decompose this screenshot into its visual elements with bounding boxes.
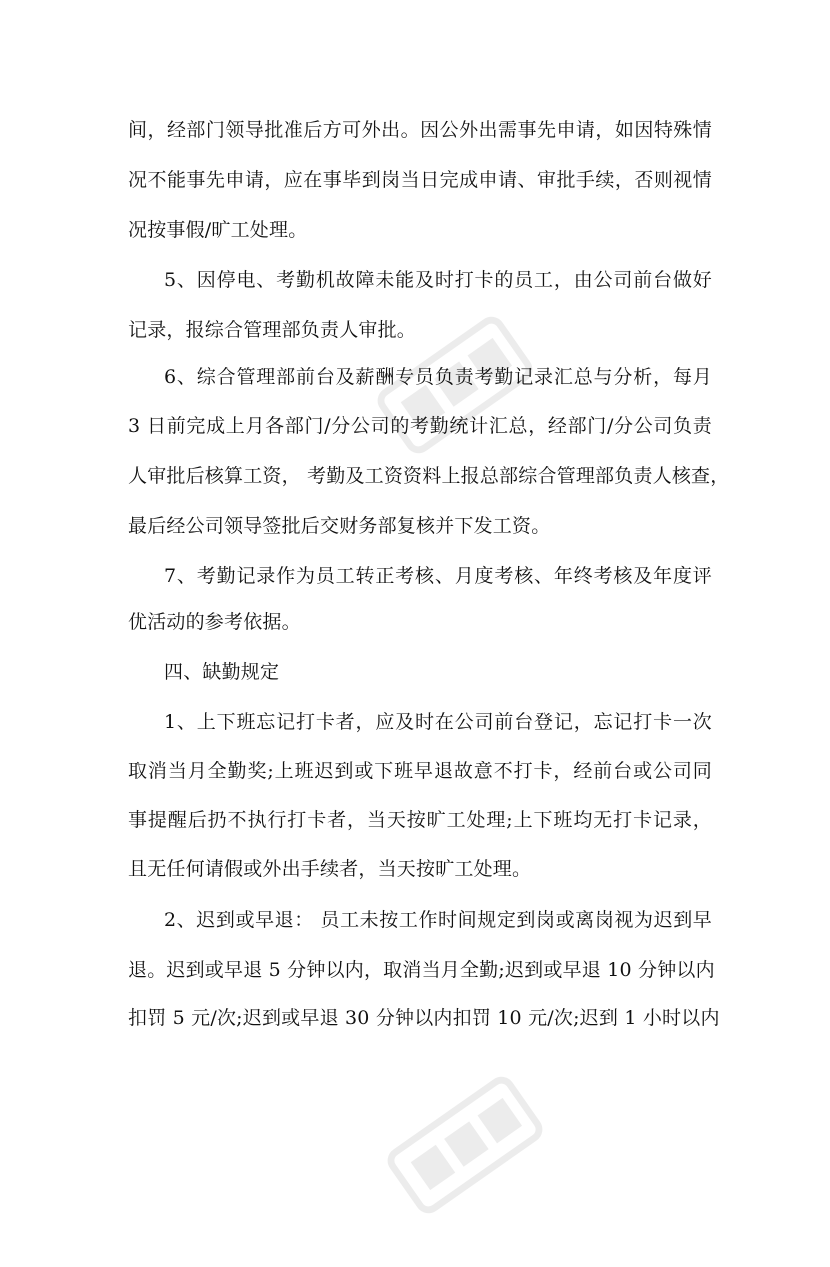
paragraph-line: 2、迟到或早退： 员工未按工作时间规定到岗或离岗视为迟到早	[164, 909, 712, 931]
paragraph-line: 扣罚 5 元/次;迟到或早退 30 分钟以内扣罚 10 元/次;迟到 1 小时以内	[128, 1007, 720, 1029]
paragraph-line: 优活动的参考依据。	[128, 611, 301, 633]
paragraph-line: 事提醒后扔不执行打卡者，当天按旷工处理;上下班均无打卡记录，	[128, 809, 712, 831]
paragraph-line: 3 日前完成上月各部门/分公司的考勤统计汇总，经部门/分公司负责	[128, 415, 712, 437]
paragraph-line: 记录，报综合管理部负责人审批。	[128, 319, 417, 341]
paragraph-line: 人审批后核算工资， 考勤及工资资料上报总部综合管理部负责人核查，	[128, 465, 730, 487]
paragraph-line: 退。迟到或早退 5 分钟以内，取消当月全勤;迟到或早退 10 分钟以内	[128, 959, 715, 981]
paragraph-line: 况不能事先申请，应在事毕到岗当日完成申请、审批手续，否则视情	[128, 169, 712, 191]
paragraph-line: 况按事假/旷工处理。	[128, 219, 308, 241]
paragraph-line: 5、因停电、考勤机故障未能及时打卡的员工，由公司前台做好	[164, 269, 712, 291]
paragraph-line: 7、考勤记录作为员工转正考核、月度考核、年终考核及年度评	[164, 565, 712, 587]
paragraph-line: 且无任何请假或外出手续者，当天按旷工处理。	[128, 858, 532, 880]
paragraph-line: 1、上下班忘记打卡者，应及时在公司前台登记，忘记打卡一次	[164, 711, 712, 733]
watermark-icon	[347, 1027, 584, 1264]
paragraph-line: 间，经部门领导批准后方可外出。因公外出需事先申请，如因特殊情	[128, 119, 712, 141]
section-heading: 四、缺勤规定	[164, 661, 280, 683]
paragraph-line: 最后经公司领导签批后交财务部复核并下发工资。	[128, 515, 551, 537]
watermark-stamp	[347, 1027, 584, 1264]
paragraph-line: 取消当月全勤奖;上班迟到或下班早退故意不打卡，经前台或公司同	[128, 760, 712, 782]
paragraph-line: 6、综合管理部前台及薪酬专员负责考勤记录汇总与分析，每月	[164, 366, 712, 388]
